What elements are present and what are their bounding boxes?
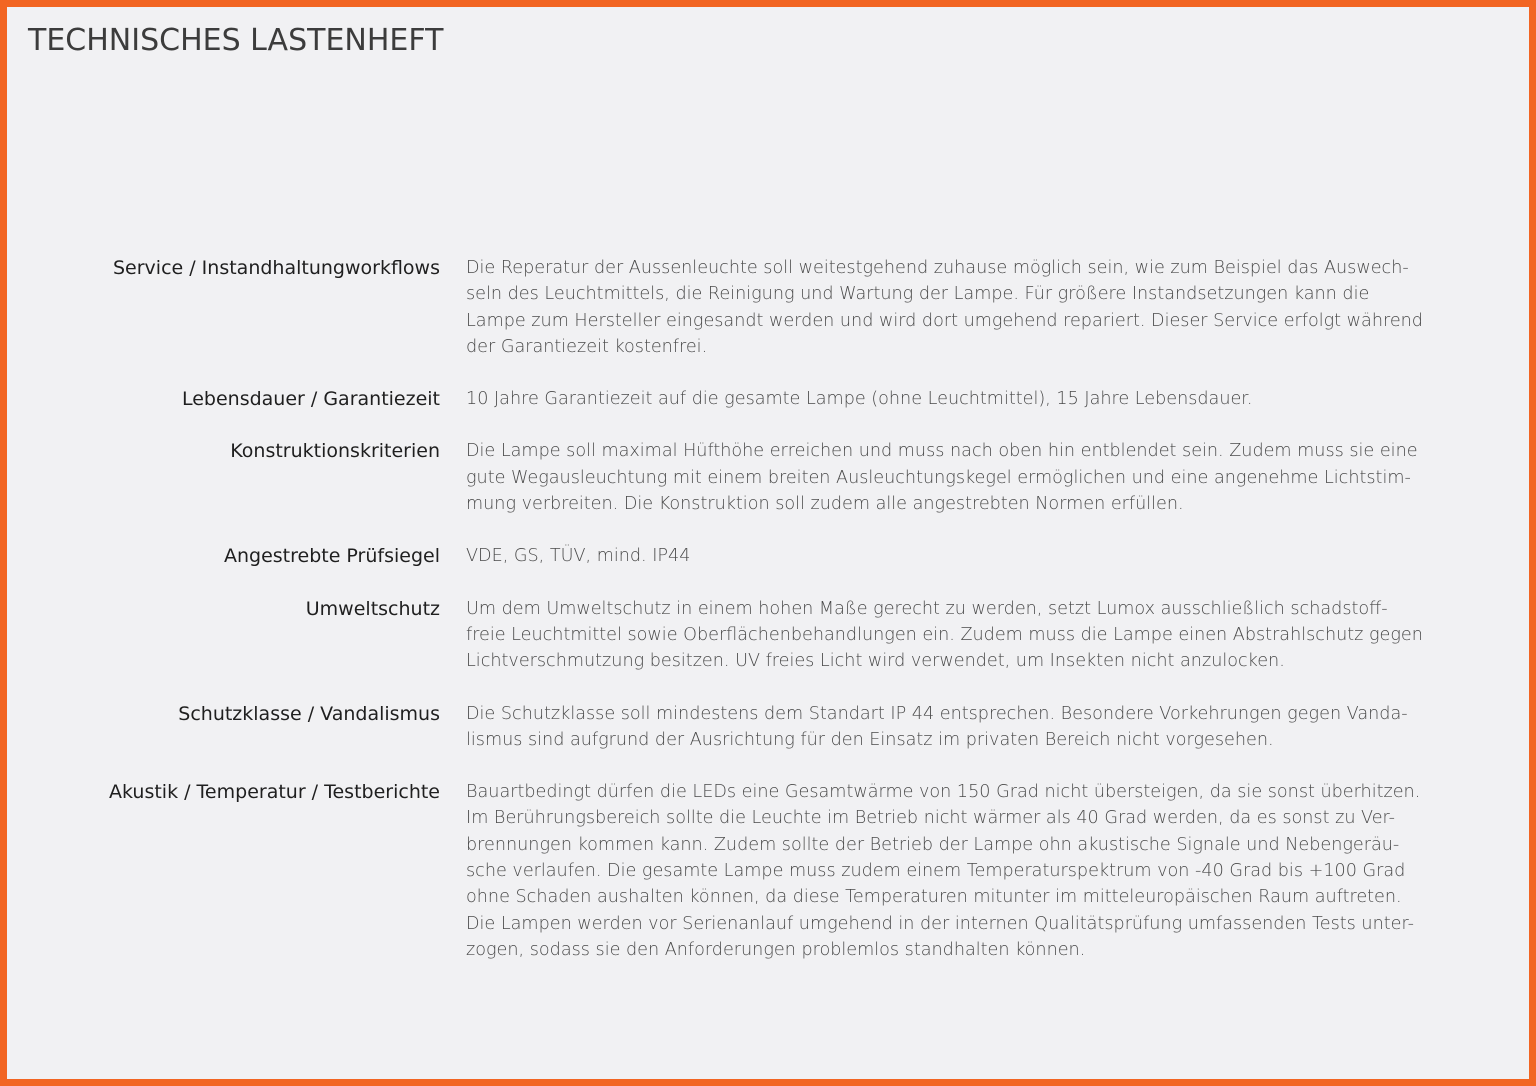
spec-text-line: Die Reperatur der Aussenleuchte soll weitestgehend zuhause möglich sein, wie zum Beispiel das Auswech- <box>466 258 1409 278</box>
spec-row-service <box>7 255 1529 360</box>
spec-value <box>466 596 1512 675</box>
spec-row-konstruktion <box>7 438 1529 517</box>
spec-text-line: Lichtverschmutzung besitzen. UV freies Licht wird verwendet, um Insekten nicht anzulocken. <box>466 651 1285 672</box>
spec-text-line: zogen, sodass sie den Anforderungen problemlos standhalten können. <box>466 939 1086 960</box>
spec-label: Lebensdauer / Garantiezeit <box>181 388 440 411</box>
spec-row-umweltschutz <box>7 596 1529 675</box>
spec-value <box>466 779 1512 963</box>
spec-text-line: ohne Schaden aushalten können, da diese Temperaturen mitunter im mitteleuropäischen Raum auftreten. <box>466 887 1402 908</box>
spec-value <box>466 386 1512 412</box>
spec-text-line: seln des Leuchtmittels, die Reinigung und Wartung der Lampe. Für größere Instandsetzungen kann die <box>466 284 1370 305</box>
spec-text-line: freie Leuchtmittel sowie Oberflächenbehandlungen ein. Zudem muss die Lampe einen Abstrahlschutz gegen <box>466 624 1423 645</box>
spec-value <box>466 701 1512 754</box>
spec-text-line: Bauartbedingt dürfen die LEDs eine Gesamtwärme von 150 Grad nicht übersteigen, da sie sonst überhitzen. <box>466 782 1421 803</box>
page-title: TECHNISCHES LASTENHEFT <box>28 23 444 58</box>
spec-label: Service / Instandhaltungworkflows <box>112 257 440 279</box>
spec-text-line: der Garantiezeit kostenfrei. <box>466 336 708 357</box>
spec-text-line: Im Berührungsbereich sollte die Leuchte im Betrieb nicht wärmer als 40 Grad werden, da es sonst zu Ver- <box>466 808 1396 829</box>
spec-label: Umweltschutz <box>305 597 440 620</box>
spec-value <box>466 438 1512 517</box>
spec-list <box>7 255 1529 989</box>
spec-text-line: brennungen kommen kann. Zudem sollte der Betrieb der Lampe ohn akustische Signale und Nebengeräu- <box>466 834 1400 855</box>
spec-value <box>466 543 1512 569</box>
spec-row-schutzklasse <box>7 701 1529 754</box>
spec-label: Akustik / Temperatur / Testberichte <box>108 781 440 804</box>
spec-row-lebensdauer <box>7 386 1529 412</box>
spec-text-line: lismus sind aufgrund der Ausrichtung für den Einsatz im privaten Bereich nicht vorgesehen. <box>466 729 1274 750</box>
spec-text-line: Die Lampe soll maximal Hüfthöhe erreichen und muss nach oben hin entblendet sein. Zudem muss sie eine <box>466 441 1418 462</box>
spec-row-akustik <box>7 779 1529 963</box>
spec-text-line: mung verbreiten. Die Konstruktion soll zudem alle angestrebten Normen erfüllen. <box>466 494 1184 515</box>
spec-text-line: 10 Jahre Garantiezeit auf die gesamte Lampe (ohne Leuchtmittel), 15 Jahre Lebensdauer. <box>466 389 1253 410</box>
spec-row-pruefsiegel <box>7 543 1529 569</box>
spec-text-line: Die Lampen werden vor Serienanlauf umgehend in der internen Qualitätsprüfung umfassenden Tests unter- <box>466 913 1414 934</box>
spec-text-line: sche verlaufen. Die gesamte Lampe muss zudem einem Temperaturspektrum von -40 Grad bis +100 Grad <box>466 861 1406 882</box>
spec-label: Konstruktionskriterien <box>230 440 440 463</box>
spec-text-line: Die Schutzklasse soll mindestens dem Standart IP 44 entsprechen. Besondere Vorkehrungen gegen Vanda- <box>466 703 1408 724</box>
spec-text-line: VDE, GS, TÜV, mind. IP44 <box>466 546 691 567</box>
spec-value <box>466 255 1512 360</box>
spec-label: Schutzklasse / Vandalismus <box>178 702 440 725</box>
spec-text-line: Lampe zum Hersteller eingesandt werden und wird dort umgehend repariert. Dieser Service erfolgt während <box>466 310 1423 331</box>
spec-text-line: gute Wegausleuchtung mit einem breiten Ausleuchtungskegel ermöglichen und eine angenehme Lichtstim- <box>466 467 1411 488</box>
spec-label: Angestrebte Prüfsiegel <box>223 545 440 568</box>
spec-text-line: Um dem Umweltschutz in einem hohen Maße gerecht zu werden, setzt Lumox ausschließlich schadstoff- <box>466 598 1388 619</box>
